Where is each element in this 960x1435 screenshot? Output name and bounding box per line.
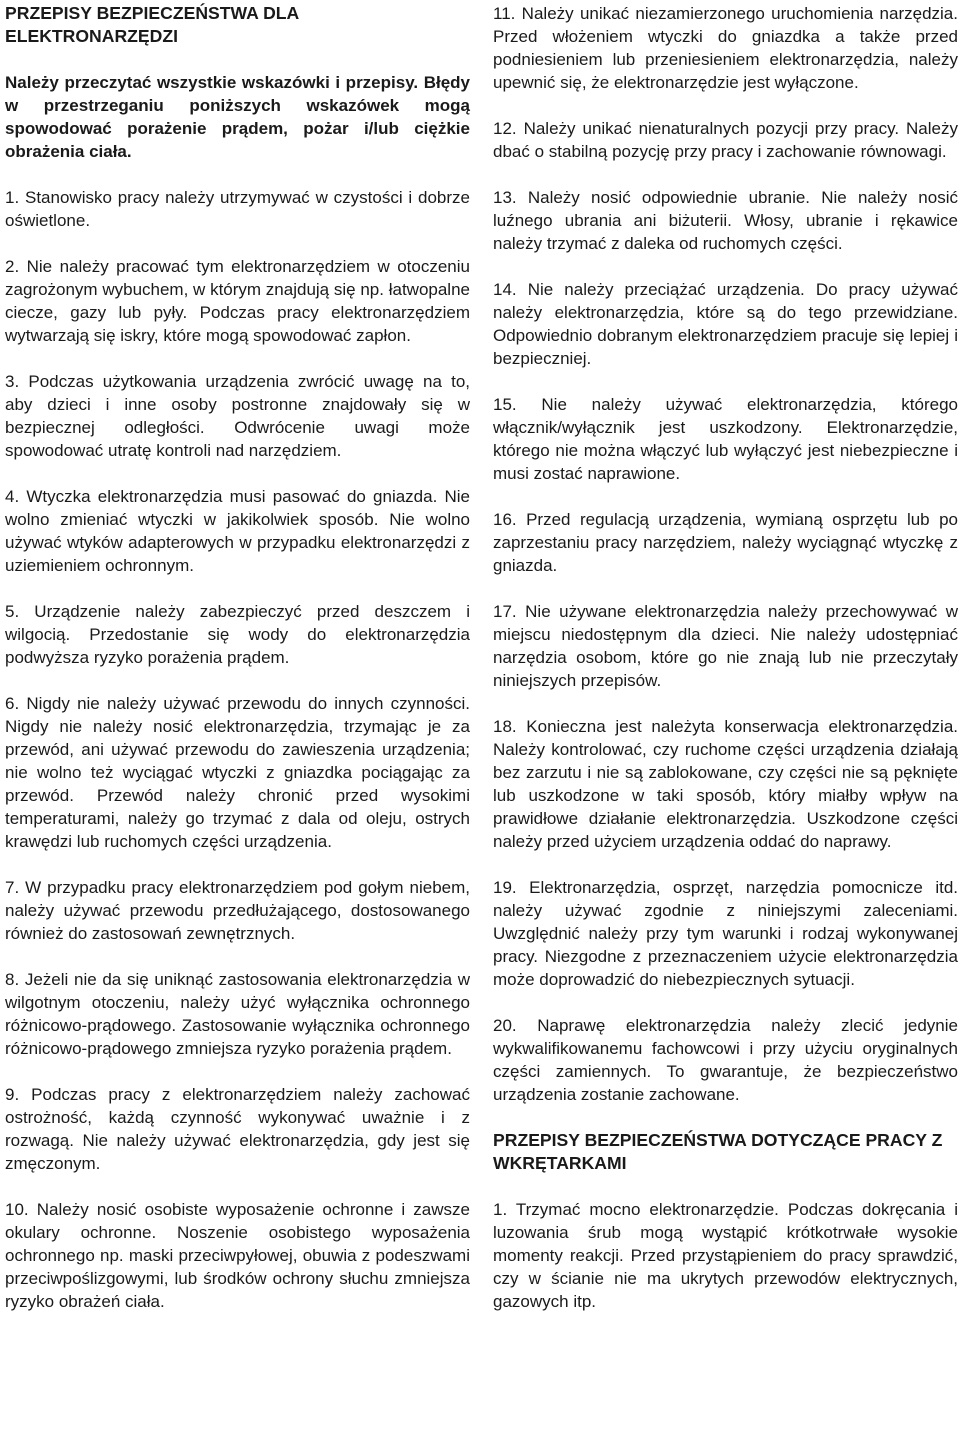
rule-item: 9. Podczas pracy z elektronarzędziem należy zachować ostrożność, każdą czynność wykonywać uważnie i z rozwagą. Nie należy używać elektronarzędzia, gdy jest się zmęczonym.	[5, 1085, 470, 1173]
rule-item: 16. Przed regulacją urządzenia, wymianą osprzętu lub po zaprzestaniu pracy narzędziem, należy wyciągnąć wtyczkę z gniazda.	[493, 510, 958, 575]
rule-item: 15. Nie należy używać elektronarzędzia, którego włącznik/wyłącznik jest uszkodzony. Elektronarzędzie, którego nie można włączyć lub wyłączyć jest niebezpieczne i musi zostać naprawione.	[493, 395, 958, 483]
rule-item: 3. Podczas użytkowania urządzenia zwrócić uwagę na to, aby dzieci i inne osoby postronne znajdowały się w bezpiecznej odległości. Odwrócenie uwagi może spowodować utratę kontroli nad narzędziem.	[5, 372, 470, 460]
rule-item: 19. Elektronarzędzia, osprzęt, narzędzia pomocnicze itd. należy używać zgodnie z niniejszymi zaleceniami. Uwzględnić należy przy tym warunki i rodzaj wykonywanej pracy. Niezgodne z przeznaczeniem użycie elektronarzędzia może doprowadzić do niebezpiecznych sytuacji.	[493, 878, 958, 989]
rule-item: 17. Nie używane elektronarzędzia należy przechowywać w miejscu niedostępnym dla dzieci. Nie należy udostępniać narzędzia osobom, które go nie znają lub nie przeczytały niniejszych przepisów.	[493, 602, 958, 690]
section-title-screwdrivers: PRZEPISY BEZPIECZEŃSTWA DOTYCZĄCE PRACY Z WKRĘTARKAMI	[493, 1130, 943, 1173]
rule-item: 13. Należy nosić odpowiednie ubranie. Nie należy nosić luźnego ubrania ani biżuterii. Włosy, ubranie i rękawice należy trzymać z daleka od ruchomych części.	[493, 188, 958, 253]
rule-item: 10. Należy nosić osobiste wyposażenie ochronne i zawsze okulary ochronne. Noszenie osobistego wyposażenia ochronnego np. maski przeciwpyłowej, obuwia z podeszwami przeciwpoślizgowymi, lub środków ochrony słuchu zmniejsza ryzyko obrażeń ciała.	[5, 1200, 470, 1311]
rule-item: 4. Wtyczka elektronarzędzia musi pasować do gniazda. Nie wolno zmieniać wtyczki w jakikolwiek sposób. Nie wolno używać wtyków adapterowych w przypadku elektronarzędzi z uziemieniem ochronnym.	[5, 487, 470, 575]
rule-item: 18. Konieczna jest należyta konserwacja elektronarzędzia. Należy kontrolować, czy ruchome części urządzenia działają bez zarzutu i nie są zablokowane, czy części nie są pęknięte lub uszkodzone w taki sposób, który miałby wpływ na prawidłowe działanie elektronarzędzia. Uszkodzone części należy przed użyciem urządzenia oddać do naprawy.	[493, 717, 958, 851]
rule-item: 7. W przypadku pracy elektronarzędziem pod gołym niebem, należy używać przewodu przedłużającego, dostosowanego również do zastosowań zewnętrznych.	[5, 878, 470, 943]
rule-item: 1. Trzymać mocno elektronarzędzie. Podczas dokręcania i luzowania śrub mogą wystąpić krótkotrwałe wysokie momenty reakcji. Przed przystąpieniem do pracy sprawdzić, czy w ścianie nie ma ukrytych przewodów elektrycznych, gazowych itp.	[493, 1200, 958, 1311]
rule-item: 6. Nigdy nie należy używać przewodu do innych czynności. Nigdy nie należy nosić elektronarzędzia, trzymając je za przewód, ani używać przewodu do zawieszenia urządzenia; nie wolno też wyciągać wtyczki z gniazdka pociągając za przewód. Przewód należy chronić przed wysokimi temperaturami, należy go trzymać z dala od oleju, ostrych krawędzi lub ruchomych części urządzenia.	[5, 694, 470, 851]
rule-item: 5. Urządzenie należy zabezpieczyć przed deszczem i wilgocią. Przedostanie się wody do elektronarzędzia podwyższa ryzyko porażenia prądem.	[5, 602, 470, 667]
rule-item: 1. Stanowisko pracy należy utrzymywać w czystości i dobrze oświetlone.	[5, 188, 470, 230]
rule-item: 2. Nie należy pracować tym elektronarzędziem w otoczeniu zagrożonym wybuchem, w którym znajdują się np. łatwopalne ciecze, gazy lub pyły. Podczas pracy elektronarzędziem wytwarzają się iskry, które mogą spowodować zapłon.	[5, 257, 470, 345]
section-title: PRZEPISY BEZPIECZEŃSTWA DLA ELEKTRONARZĘDZI	[5, 3, 299, 46]
rule-item: 14. Nie należy przeciążać urządzenia. Do pracy używać należy elektronarzędzia, które są do tego przewidziane. Odpowiednio dobranym elektronarzędziem pracuje się lepiej i bezpieczniej.	[493, 280, 958, 368]
rule-item: 11. Należy unikać niezamierzonego uruchomienia narzędzia. Przed włożeniem wtyczki do gniazdka a także przed podniesieniem lub przeniesieniem elektronarzędzia, należy upewnić się, że elektronarzędzie jest wyłączone.	[493, 4, 958, 92]
intro-warning: Należy przeczytać wszystkie wskazówki i przepisy. Błędy w przestrzeganiu poniższych wskazówek mogą spowodować porażenie prądem, pożar i/lub ciężkie obrażenia ciała.	[5, 73, 470, 161]
rule-item: 20. Naprawę elektronarzędzia należy zlecić jedynie wykwalifikowanemu fachowcowi i przy użyciu oryginalnych części zamiennych. To gwarantuje, że bezpieczeństwo urządzenia zostanie zachowane.	[493, 1016, 958, 1104]
rule-item: 8. Jeżeli nie da się uniknąć zastosowania elektronarzędzia w wilgotnym otoczeniu, należy użyć wyłącznika ochronnego różnicowo-prądowego. Zastosowanie wyłącznika ochronnego różnicowo-prądowego zmniejsza ryzyko porażenia prądem.	[5, 970, 470, 1058]
right-column	[493, 2, 958, 1313]
left-column	[5, 2, 470, 1313]
rule-item: 12. Należy unikać nienaturalnych pozycji przy pracy. Należy dbać o stabilną pozycję przy pracy i zachowanie równowagi.	[493, 119, 958, 161]
